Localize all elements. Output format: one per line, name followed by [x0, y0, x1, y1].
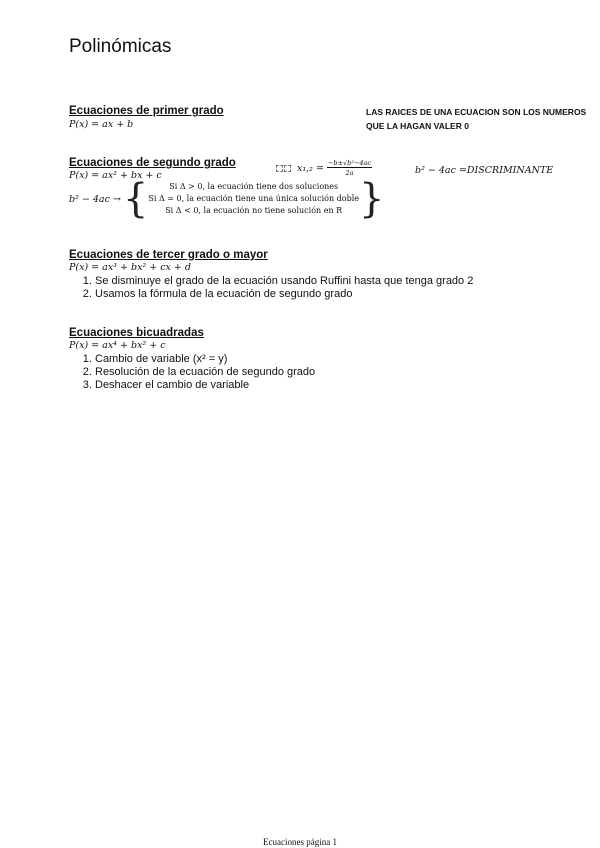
quadratic-formula: [276, 159, 372, 177]
list-item: 1. Cambio de variable (x² = y): [95, 353, 315, 366]
steps-third-degree: [69, 275, 473, 301]
case-negative: Si Δ < 0, la ecuación no tiene solución en R: [165, 206, 343, 215]
list-item: 2. Usamos la fórmula de la ecuación de segundo grado: [95, 288, 473, 301]
section-heading-second-degree: Ecuaciones de segundo grado: [69, 157, 236, 169]
cases-list: [148, 181, 359, 217]
section-heading-biquadratic: Ecuaciones bicuadradas: [69, 327, 204, 339]
roots-note-line2: QUE LA HAGAN VALER 0: [366, 121, 469, 131]
right-brace-icon: }: [359, 176, 385, 222]
formula-first-degree: P(x) = ax + b: [69, 119, 134, 130]
list-item: 1. Se disminuye el grado de la ecuación usando Ruffini hasta que tenga grado 2: [95, 275, 473, 288]
roots-numerator: −b±√b²−4ac: [327, 159, 372, 167]
roots-fraction: [327, 159, 372, 177]
roots-denominator: 2a: [345, 169, 354, 177]
case-positive: Si Δ > 0, la ecuación tiene dos soluciones: [169, 182, 339, 191]
case-zero: Si Δ = 0, la ecuación tiene una única solución doble: [148, 194, 359, 203]
page-title: Polinómicas: [69, 36, 172, 57]
section-heading-third-degree: Ecuaciones de tercer grado o mayor: [69, 249, 268, 261]
roots-lhs: x₁,₂ =: [297, 162, 324, 174]
discriminant-cases: [69, 176, 385, 222]
placeholder-icon: [276, 165, 283, 172]
cases-lhs: b² − 4ac →: [69, 193, 121, 205]
placeholder-icon: [284, 165, 291, 172]
formula-second-degree: P(x) = ax² + bx + c: [69, 170, 162, 181]
section-heading-first-degree: Ecuaciones de primer grado: [69, 105, 224, 117]
formula-third-degree: P(x) = ax³ + bx² + cx + d: [69, 262, 191, 273]
list-item: 2. Resolución de la ecuación de segundo grado: [95, 366, 315, 379]
left-brace-icon: {: [122, 176, 149, 222]
roots-note-line1: LAS RAICES DE UNA ECUACION SON LOS NUMEROS: [366, 107, 587, 117]
page-footer: Ecuaciones página 1: [263, 837, 337, 847]
discriminant-label: b² − 4ac =DISCRIMINANTE: [415, 165, 554, 176]
list-item: 3. Deshacer el cambio de variable: [95, 379, 315, 392]
steps-biquadratic: [69, 353, 315, 392]
formula-biquadratic: P(x) = ax⁴ + bx² + c: [69, 340, 166, 351]
